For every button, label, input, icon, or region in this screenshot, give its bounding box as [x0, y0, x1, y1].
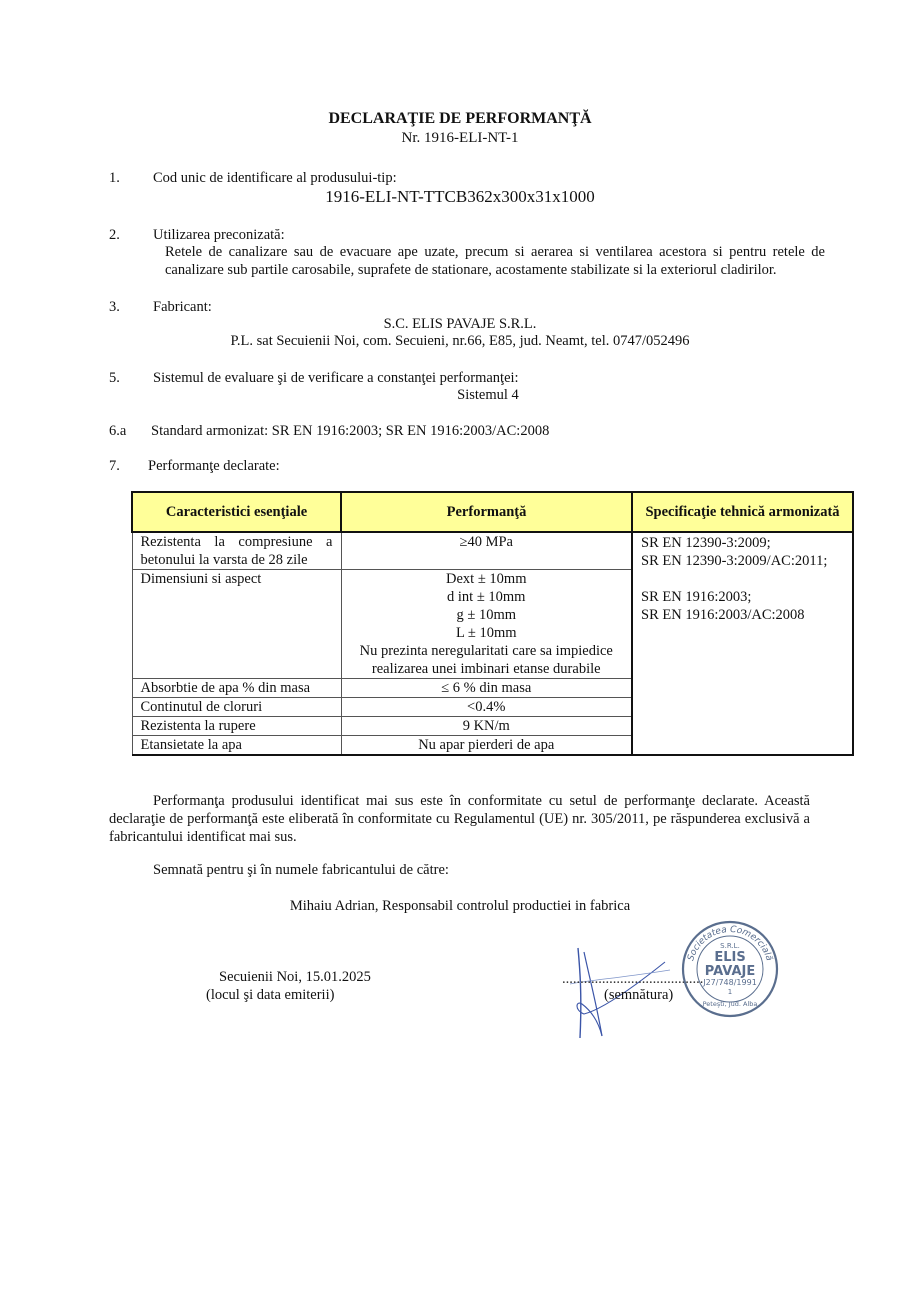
row-performance: 9 KN/m [341, 717, 632, 736]
signature-label: (semnătura) [604, 987, 674, 1003]
row-characteristic: Continutul de cloruri [132, 698, 341, 717]
place-date-label: (locul şi data emiterii) [206, 987, 335, 1003]
stamp-registration: J27/748/1991 [703, 978, 757, 987]
header-specification: Specificaţie tehnică armonizată [632, 492, 853, 532]
stamp-digit: 1 [727, 988, 733, 996]
place-date: Secuienii Noi, 15.01.2025 [219, 969, 371, 985]
stamp-name-line2: PAVAJE [704, 964, 756, 979]
manufacturer-address: P.L. sat Secuienii Noi, com. Secuieni, nr.66, E85, jud. Neamt, tel. 0747/052496 [230, 333, 690, 349]
section-6a-number: 6.a [109, 423, 127, 439]
header-performance: Performanţă [341, 492, 632, 532]
spec-line: SR EN 1916:2003; [641, 589, 752, 605]
table-row [132, 532, 853, 570]
declaration-text: Performanţa produsului identificat mai sus este în conformitate cu setul de performanţe declarate. Această declaraţie de performanţă este eliberată în conformitate cu Regulamentul (UE) nr. 305/2011, pe răspunderea exclusivă a fabricantului identificat mai sus. [109, 793, 810, 845]
row-characteristic: Etansietate la apa [132, 736, 341, 756]
row-performance: <0.4% [341, 698, 632, 717]
section-5-number: 5. [109, 370, 120, 386]
document-title: DECLARAŢIE DE PERFORMANŢĂ [328, 110, 592, 127]
spec-line: SR EN 1916:2003/AC:2008 [641, 607, 805, 623]
section-7-number: 7. [109, 458, 120, 474]
product-code: 1916-ELI-NT-TTCB362x300x31x1000 [325, 187, 595, 206]
specification-cell [632, 532, 853, 755]
row-performance: ≥40 MPa [341, 532, 632, 570]
row-performance: Nu apar pierderi de apa [341, 736, 632, 756]
performance-line: Nu prezinta neregularitati care sa impiedice realizarea unei imbinari etanse durabile [359, 643, 613, 677]
section-2-number: 2. [109, 227, 120, 243]
section-1-label: Cod unic de identificare al produsului-tip: [153, 170, 397, 186]
document-number: Nr. 1916-ELI-NT-1 [401, 130, 519, 146]
spec-gap [641, 570, 844, 588]
harmonized-standard: Standard armonizat: SR EN 1916:2003; SR EN 1916:2003/AC:2008 [151, 423, 550, 439]
row-characteristic: Rezistenta la rupere [132, 717, 341, 736]
section-1-number: 1. [109, 170, 120, 186]
row-characteristic: Dimensiuni si aspect [132, 570, 341, 679]
stamp-srl: S.R.L. [720, 942, 740, 950]
spec-line: SR EN 12390-3:2009/AC:2011; [641, 553, 828, 569]
section-2-label: Utilizarea preconizată: [153, 227, 285, 243]
signed-by-label: Semnată pentru şi în numele fabricantului de către: [153, 862, 449, 878]
performance-line: g ± 10mm [456, 607, 516, 623]
section-5-label: Sistemul de evaluare şi de verificare a constanţei performanţei: [153, 370, 519, 386]
evaluation-system: Sistemul 4 [457, 387, 519, 403]
row-performance: ≤ 6 % din masa [341, 679, 632, 698]
signature-line: ....................................... [562, 971, 704, 987]
manufacturer-name: S.C. ELIS PAVAJE S.R.L. [383, 316, 537, 332]
stamp-name-line1: ELIS [714, 950, 746, 965]
section-3-number: 3. [109, 299, 120, 315]
performance-line: L ± 10mm [455, 625, 517, 641]
performance-table [131, 491, 854, 756]
section-7-label: Performanţe declarate: [148, 458, 280, 474]
intended-use: Retele de canalizare sau de evacuare ape uzate, precum si aerarea si ventilarea acestora si pentru retele de canalizare sub partile carosabile, suprafete de stationare, acostamente stabilizate si la exteriorul cladirilor. [165, 244, 825, 278]
signer-name: Mihaiu Adrian, Responsabil controlul productiei in fabrica [289, 898, 631, 914]
performance-line: d int ± 10mm [447, 589, 526, 605]
section-3-label: Fabricant: [153, 299, 212, 315]
company-stamp [678, 918, 782, 1020]
row-characteristic: Absorbtie de apa % din masa [132, 679, 341, 698]
stamp-bottom-text: Peteşti, Jud. Alba [702, 1000, 758, 1008]
performance-line: Dext ± 10mm [446, 571, 527, 587]
stamp-arc-text: Societatea Comercială [686, 924, 774, 963]
spec-line: SR EN 12390-3:2009; [641, 535, 771, 551]
table-header-row [132, 492, 853, 532]
row-characteristic: Rezistenta la compresiune a betonului la varsta de 28 zile [132, 532, 341, 570]
row-performance [341, 570, 632, 679]
header-characteristics: Caracteristici esenţiale [132, 492, 341, 532]
